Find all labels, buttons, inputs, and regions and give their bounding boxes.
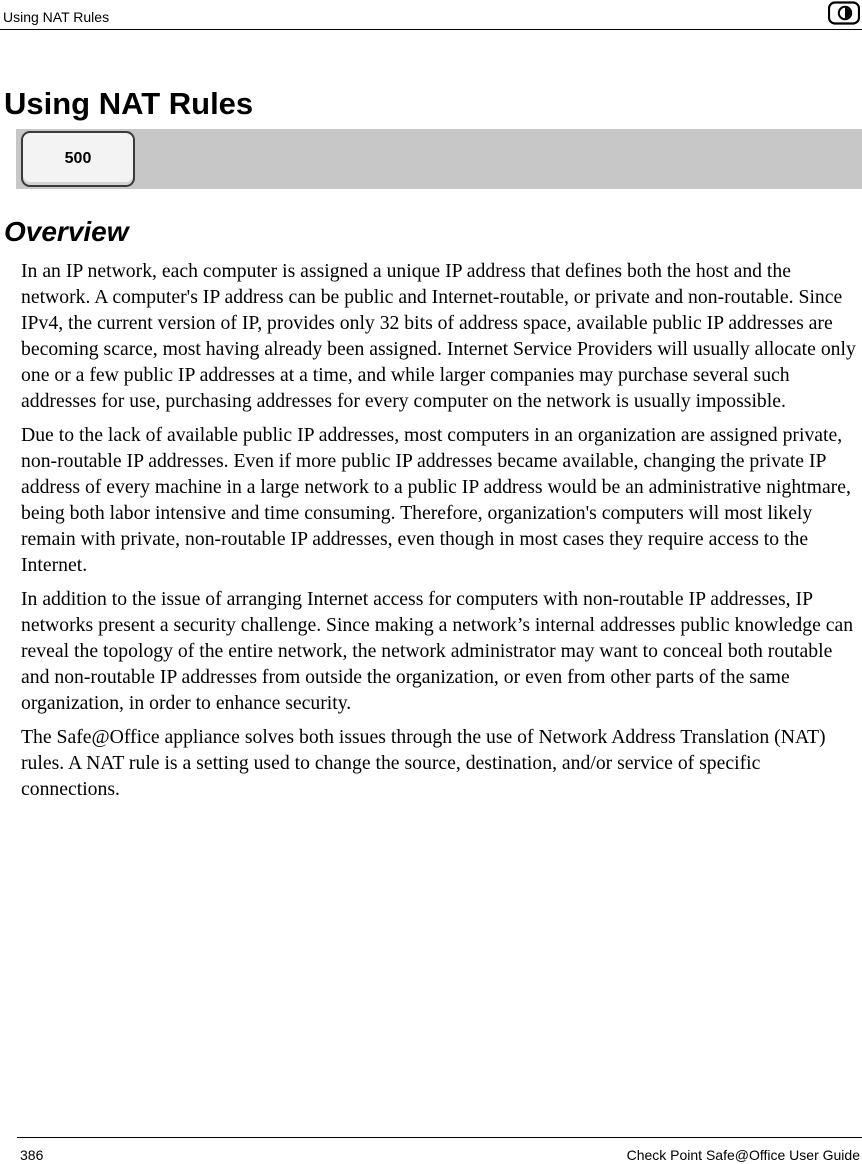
- model-badge: 500: [21, 131, 135, 187]
- body-text: [21, 258, 857, 810]
- section-heading: Overview: [4, 216, 129, 247]
- paragraph: In addition to the issue of arranging Internet access for computers with non-routable IP addresses, IP networks present a security challenge. Since making a network’s internal addresses public knowledge can reveal the topology of the entire network, the network administrator may want to conceal both routable and non-routable IP addresses from outside the organization, or even from other parts of the same organization, in order to enhance security.: [21, 588, 854, 714]
- page-number: 386: [20, 1147, 44, 1163]
- paragraph: In an IP network, each computer is assigned a unique IP address that defines both the host and the network. A computer's IP address can be public and Internet-routable, or private and non-routable. Since IPv4, the current version of IP, provides only 32 bits of address space, available public IP addresses are becoming scarce, most having already been assigned. Internet Service Providers will usually allocate only one or a few public IP addresses at a time, and while larger companies may purchase several such addresses for use, purchasing addresses for every computer on the network is usually impossible.: [21, 260, 856, 412]
- paragraph: The Safe@Office appliance solves both issues through the use of Network Address Translation (NAT) rules. A NAT rule is a setting used to change the source, destination, and/or service of specific connections.: [21, 726, 826, 800]
- running-header-title: Using NAT Rules: [3, 9, 110, 25]
- safe-at-office-logo-icon: [828, 1, 860, 25]
- page-title: Using NAT Rules: [4, 86, 254, 121]
- guide-title: Check Point Safe@Office User Guide: [626, 1147, 860, 1163]
- model-bar: [16, 129, 862, 189]
- running-header: [0, 0, 862, 30]
- paragraph: Due to the lack of available public IP addresses, most computers in an organization are assigned private, non-routable IP addresses. Even if more public IP addresses became available, changing the private IP address of every machine in a large network to a public IP address would be an administrative nightmare, being both labor intensive and time consuming. Therefore, organization's computers will most likely remain with private, non-routable IP addresses, even though in most cases they require access to the Internet.: [21, 424, 851, 576]
- running-footer: [17, 1137, 862, 1164]
